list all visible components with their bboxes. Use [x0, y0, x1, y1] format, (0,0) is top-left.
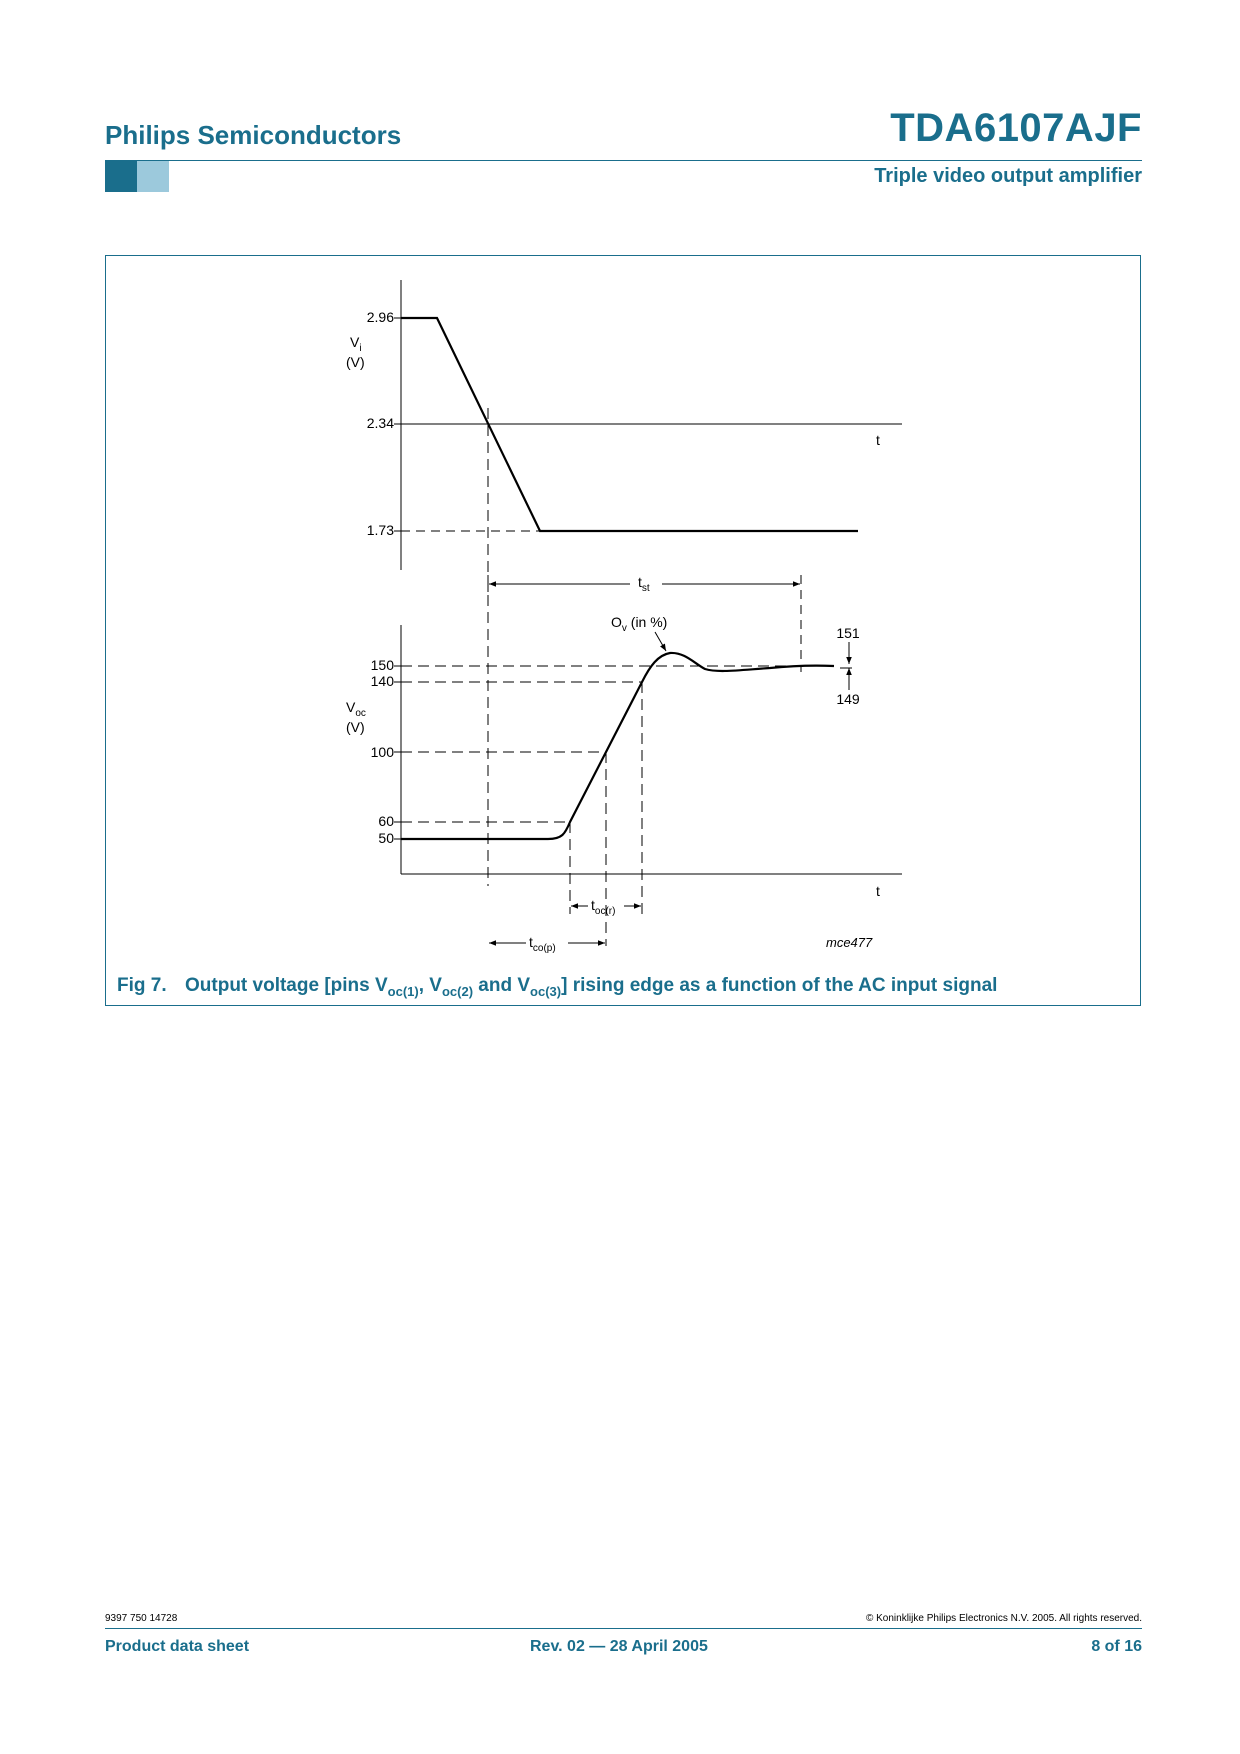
tick-label-60: 60 [378, 813, 394, 829]
tick-label-2-34: 2.34 [366, 415, 394, 431]
tick-label-2-96: 2.96 [366, 309, 394, 325]
tick-label-100: 100 [370, 744, 394, 760]
caption-text-2: , V [418, 975, 442, 996]
caption-sub-1: oc(1) [387, 983, 419, 999]
figure-caption [117, 975, 997, 999]
caption-text-4: ] rising edge as a function of the AC input signal [561, 975, 998, 996]
figure-number: Fig 7. [117, 975, 167, 996]
top-time-label: t [876, 432, 880, 448]
tick-label-140: 140 [370, 673, 394, 689]
bottom-time-label: t [876, 883, 880, 899]
tick-label-50: 50 [378, 830, 394, 846]
footer-doc-type: Product data sheet [105, 1638, 250, 1655]
tick-label-1-73: 1.73 [366, 522, 394, 538]
figure-code: mce477 [826, 935, 873, 950]
caption-sub-2: oc(2) [441, 983, 474, 999]
tst-label: $t_{st}$ [638, 574, 650, 594]
footer-doc-number: 9397 750 14728 [105, 1613, 178, 1624]
output-voltage-curve [401, 653, 834, 839]
tick-label-150: 150 [370, 657, 394, 673]
footer-rule [105, 1628, 1142, 1629]
tcop-label: $t_{co(p)}$ [529, 934, 556, 954]
caption-sub-3: oc(3) [530, 983, 562, 999]
settle-151-label: 151 [836, 625, 860, 641]
overshoot-pointer [655, 632, 666, 651]
company-name: Philips Semiconductors [105, 120, 402, 150]
bottom-axis-unit: (V) [346, 719, 365, 735]
footer-page-number: 8 of 16 [1091, 1638, 1142, 1655]
document-subtitle: Triple video output amplifier [874, 165, 1142, 187]
caption-text-3: and V [473, 975, 531, 996]
settle-149-label: 149 [836, 691, 860, 707]
caption-text-1: Output voltage [pins V [185, 975, 388, 996]
top-axis-unit: (V) [346, 354, 365, 370]
footer-revision: Rev. 02 — 28 April 2005 [530, 1638, 708, 1655]
part-number: TDA6107AJF [890, 106, 1142, 150]
bottom-axis-label: $V_{oc}$ [346, 699, 366, 719]
footer-copyright: © Koninklijke Philips Electronics N.V. 2005. All rights reserved. [865, 1613, 1142, 1624]
overshoot-label: $O_v$ (in %) [611, 614, 668, 634]
top-axis-label: $V_i$ [350, 334, 362, 354]
tocr-label: $t_{oc(r)}$ [591, 897, 616, 917]
